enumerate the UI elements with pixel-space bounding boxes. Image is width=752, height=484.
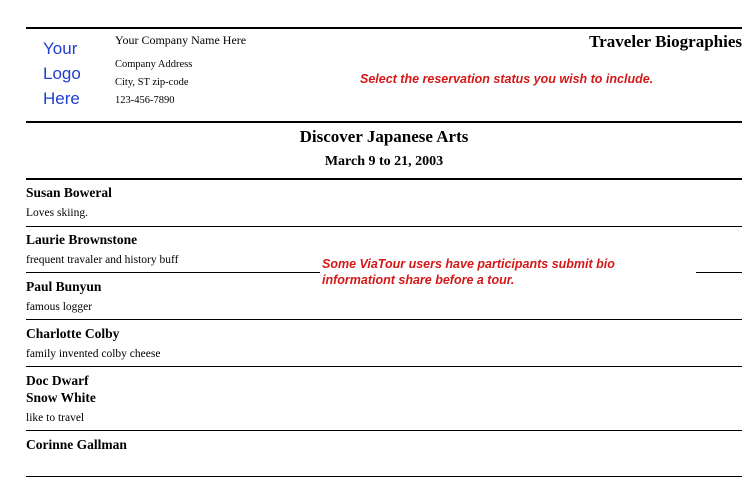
traveler-bio: family invented colby cheese [26,348,161,360]
tour-dates: March 9 to 21, 2003 [324,154,444,169]
traveler-name: Laurie Brownstone [26,232,138,247]
traveler-name: Doc Dwarf [26,373,89,388]
traveler-name: Snow White [26,390,96,405]
report-title: Traveler Biographies [589,32,742,51]
logo-line: Logo [43,64,81,83]
traveler-bio: like to travel [26,412,85,424]
annotation-line: Some ViaTour users have participants submit bio [322,257,615,271]
row-divider [26,319,742,320]
status-note: Select the reservation status you wish to include. [360,72,654,86]
traveler-bio: famous logger [26,301,93,313]
header-top-rule [26,27,742,29]
tour-rule [26,178,742,180]
traveler-bio: frequent travaler and history buff [26,254,179,266]
tour-title: Discover Japanese Arts [299,127,469,146]
traveler-name: Susan Boweral [26,185,112,200]
traveler-bio: Loves skiing. [26,207,88,219]
company-city: City, ST zip-code [115,77,189,88]
row-divider [26,226,742,227]
bio-annotation [320,255,696,289]
company-logo [43,36,113,111]
traveler-name: Charlotte Colby [26,326,120,341]
row-divider [26,476,742,477]
company-address: Company Address [115,59,193,70]
annotation-line: informationt share before a tour. [322,273,515,287]
company-phone: 123-456-7890 [115,95,175,106]
logo-line: Your [43,39,78,58]
company-name: Your Company Name Here [115,33,247,47]
traveler-name: Corinne Gallman [26,437,127,452]
logo-line: Here [43,89,80,108]
header-bottom-rule [26,121,742,123]
row-divider [26,366,742,367]
traveler-name: Paul Bunyun [26,279,102,294]
row-divider [26,430,742,431]
